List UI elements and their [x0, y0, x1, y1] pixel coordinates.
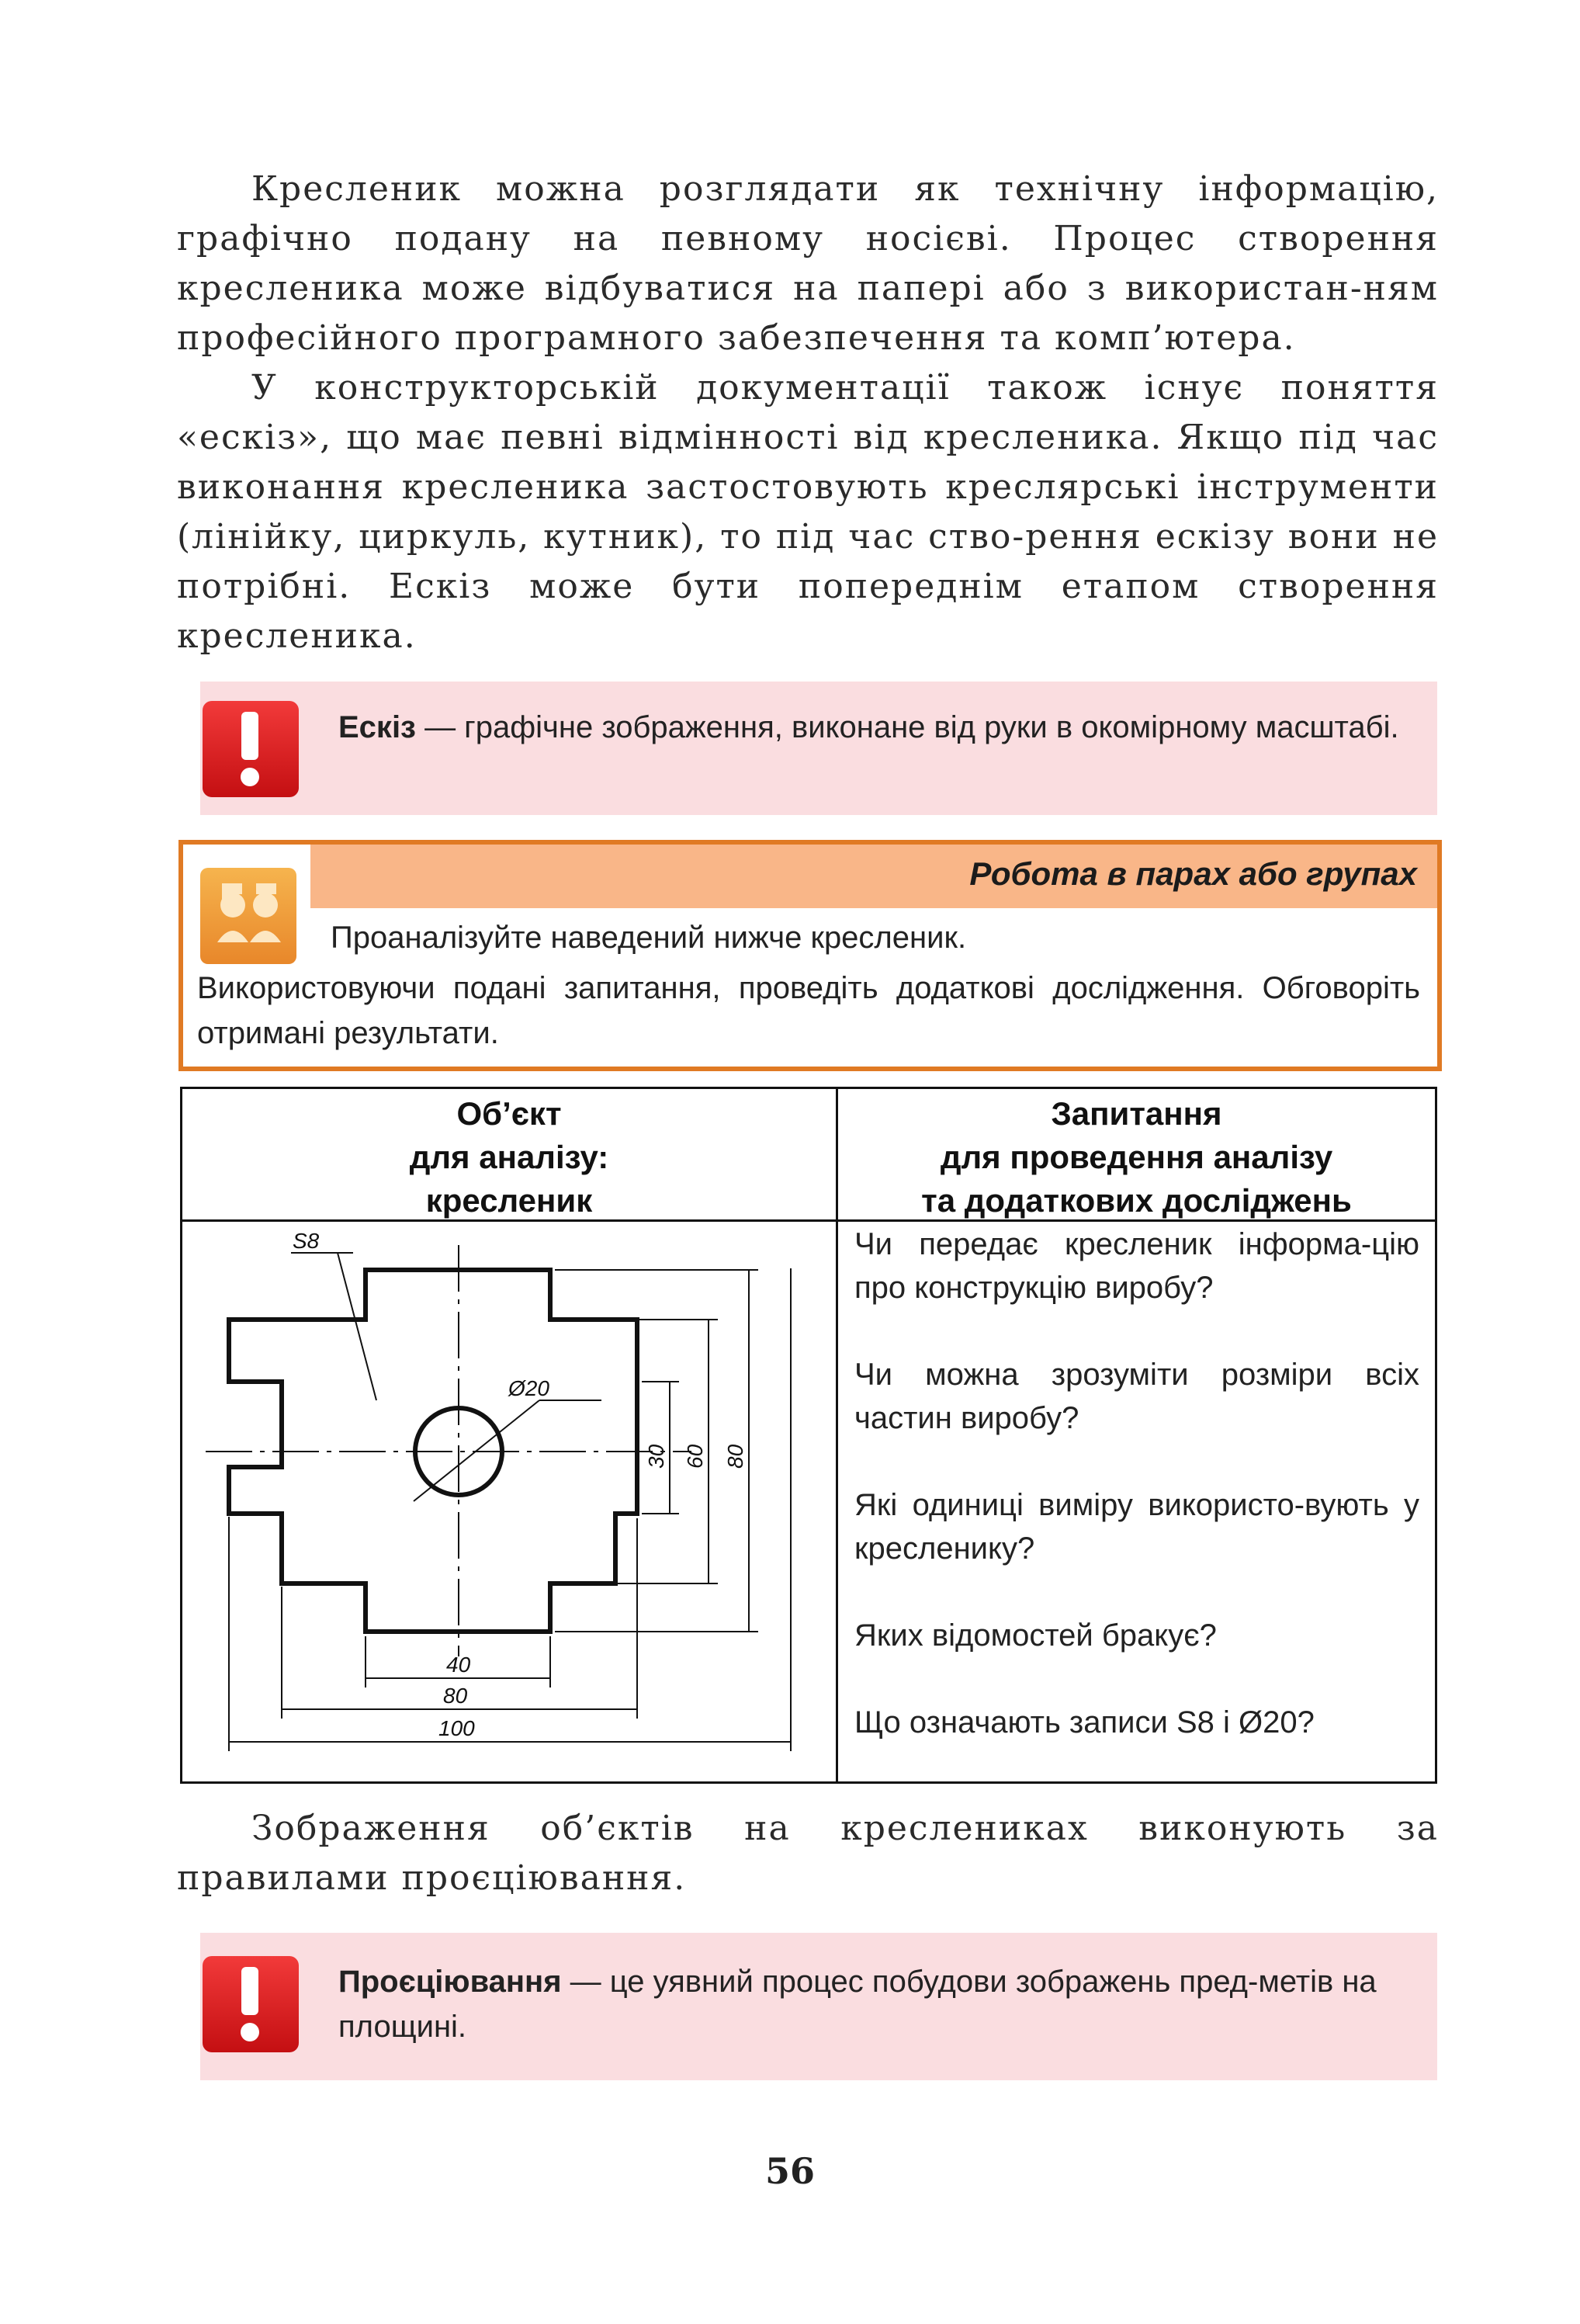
definition-note-sketch	[200, 682, 1437, 815]
projection-definition	[338, 1959, 1409, 2049]
paragraph-projection: Зображення об’єктів на креслениках виконують за правилами проєціювання.	[177, 1809, 1439, 1898]
page-number: 56	[764, 2150, 815, 2192]
dim-30-label: 30	[644, 1444, 668, 1469]
paragraph-sketch-concept: У конструкторській документації також існує поняття «ескіз», що має певні відмінності від кресленика. Якщо під час виконання кресленика застостовують креслярські інструменти (лінійку, циркуль, кутник), то під час ство-рення ескізу вони не потрібні. Ескіз може бути попереднім етапом створення кресленика.	[177, 368, 1439, 656]
term-sketch: Ескіз	[338, 710, 416, 744]
question-2: Чи можна зрозуміти розміри всіх частин виробу?	[854, 1358, 1419, 1435]
paragraph-drawing-definition: Кресленик можна розглядати як технічну інформацію, графічно подану на певному носієві. Процес створення кресленика може відбуватися на папері або з використан-ням професійного програмного забезпечення та комп’ютера.	[177, 169, 1439, 358]
people-talking-icon	[200, 868, 296, 964]
term-projection: Проєціювання	[338, 1965, 562, 1999]
technical-drawing	[182, 1222, 836, 1779]
question-3: Які одиниці виміру використо-вують у кресленику?	[854, 1488, 1419, 1566]
projection-text	[177, 1804, 1439, 1903]
intro-text	[177, 165, 1439, 661]
thickness-label: S8	[293, 1229, 320, 1253]
dim-100-label: 100	[438, 1716, 475, 1740]
analysis-table	[180, 1087, 1437, 1784]
dim-60-label: 60	[683, 1444, 707, 1469]
group-task-title: Робота в парах або групах	[969, 855, 1417, 892]
question-1: Чи передає кресленик інформа-цію про конструкцію виробу?	[854, 1227, 1419, 1305]
question-5: Що означають записи S8 і Ø20?	[854, 1705, 1315, 1740]
dim-80-vertical-label: 80	[723, 1444, 747, 1469]
dim-40-label: 40	[446, 1653, 471, 1677]
group-task-box	[178, 840, 1442, 1071]
definition-note-projection	[200, 1933, 1437, 2080]
group-task-details: Використовуючи подані запитання, проведіть додаткові дослідження. Обговоріть отримані результати.	[197, 971, 1420, 1050]
sketch-definition-text: — графічне зображення, виконане від руки в окомірному масштабі.	[415, 710, 1399, 744]
question-4: Яких відомостей бракує?	[854, 1618, 1217, 1653]
table-header-object: Об’єкт для аналізу: кресленик	[409, 1095, 609, 1219]
dim-80-horizontal-label: 80	[443, 1684, 468, 1708]
exclamation-icon	[203, 701, 299, 797]
group-task-header	[310, 845, 1437, 908]
sketch-definition	[338, 705, 1409, 750]
table-header-questions: Запитання для проведення аналізу та додаткових досліджень	[921, 1095, 1352, 1219]
exclamation-icon	[203, 1956, 299, 2052]
group-task-instruction: Проаналізуйте наведений нижче кресленик.	[331, 921, 967, 955]
diameter-label: Ø20	[508, 1376, 549, 1400]
projection-definition-text: — це уявний процес побудови зображень пред-метів на площині.	[338, 1965, 1377, 2044]
